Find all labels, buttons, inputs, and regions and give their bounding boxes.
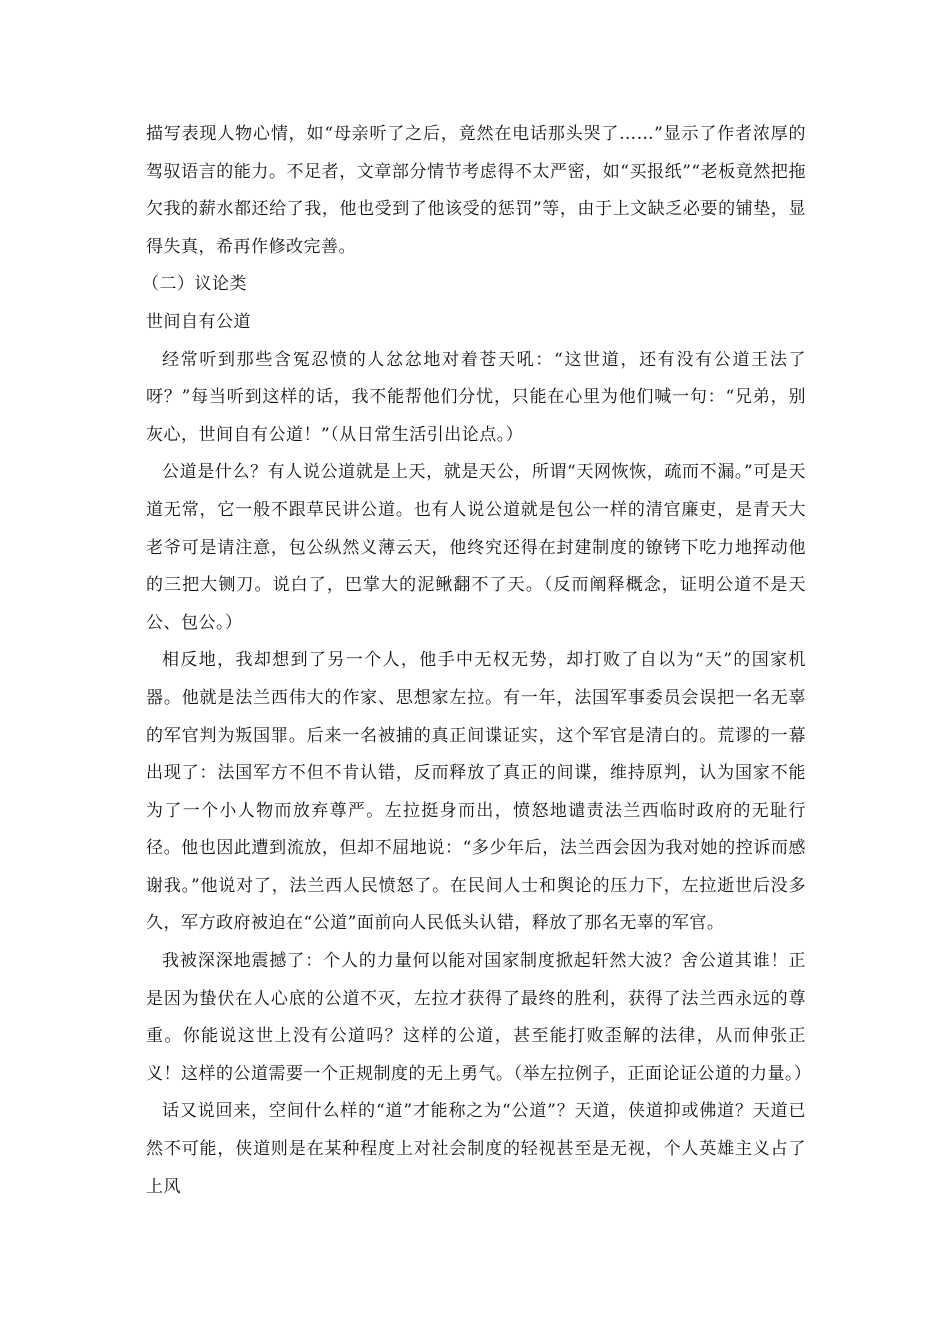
paragraph: 公道是什么？有人说公道就是上天，就是天公，所谓“天网恢恢，疏而不漏。”可是天道无常，它一般不跟草民讲公道。也有人说公道就是包公一样的清官廉吏，是青天大老爷可是请注意，包公纵然义薄云天，他终究还得在封建制度的镣铐下吃力地挥动他的三把大铡刀。说白了，巴掌大的泥鳅翻不了天。（反而阐释概念，证明公道不是天公、包公。） <box>146 462 806 633</box>
paragraph: 相反地，我却想到了另一个人，他手中无权无势，却打败了自以为“天”的国家机器。他就是法兰西伟大的作家、思想家左拉。有一年，法国军事委员会误把一名无辜的军官判为叛国罪。后来一名被捕的真正间谍证实，这个军官是清白的。荒谬的一幕出现了：法国军方不但不肯认错，反而释放了真正的间谍，维持原判，认为国家不能为了一个小人物而放弃尊严。左拉挺身而出，愤怒地谴责法兰西临时政府的无耻行径。他也因此遭到流放，但却不屈地说：“多少年后，法兰西会因为我对她的控诉而感谢我。”他说对了，法兰西人民愤怒了。在民间人士和舆论的压力下，左拉逝世后没多久，军方政府被迫在“公道”面前向人民低头认错，释放了那名无辜的军官。 <box>146 650 806 934</box>
document-body <box>142 116 812 1206</box>
paragraph: 经常听到那些含冤忍愤的人忿忿地对着苍天吼：“这世道，还有没有公道王法了呀？”每当听到这样的话，我不能帮他们分忧，只能在心里为他们喊一句：“兄弟，别灰心，世间自有公道！”（从日常生活引出论点。） <box>146 349 806 445</box>
essay-title: 世间自有公道 <box>146 311 251 332</box>
paragraph: 话又说回来，空间什么样的“道”才能称之为“公道”？天道，侠道抑或佛道？天道已然不可能，侠道则是在某种程度上对社会制度的轻视甚至是无视，个人英雄主义占了上风 <box>146 1101 806 1197</box>
continued-paragraph: 描写表现人物心情，如“母亲听了之后，竟然在电话那头哭了……”显示了作者浓厚的驾驭语言的能力。不足者，文章部分情节考虑得不太严密，如“买报纸”“老板竟然把拖欠我的薪水都还给了我，他也受到了他该受的惩罚”等，由于上文缺乏必要的铺垫，显得失真，希再作修改完善。 <box>146 124 806 257</box>
paragraph: 我被深深地震撼了：个人的力量何以能对国家制度掀起轩然大波？舍公道其谁！正是因为蛰伏在人心底的公道不灭，左拉才获得了最终的胜利，获得了法兰西永远的尊重。你能说这世上没有公道吗？这样的公道，甚至能打败歪解的法律，从而伸张正义！这样的公道需要一个正规制度的无上勇气。（举左拉例子，正面论证公道的力量。） <box>146 951 812 1084</box>
section-label: （二）议论类 <box>142 274 247 295</box>
